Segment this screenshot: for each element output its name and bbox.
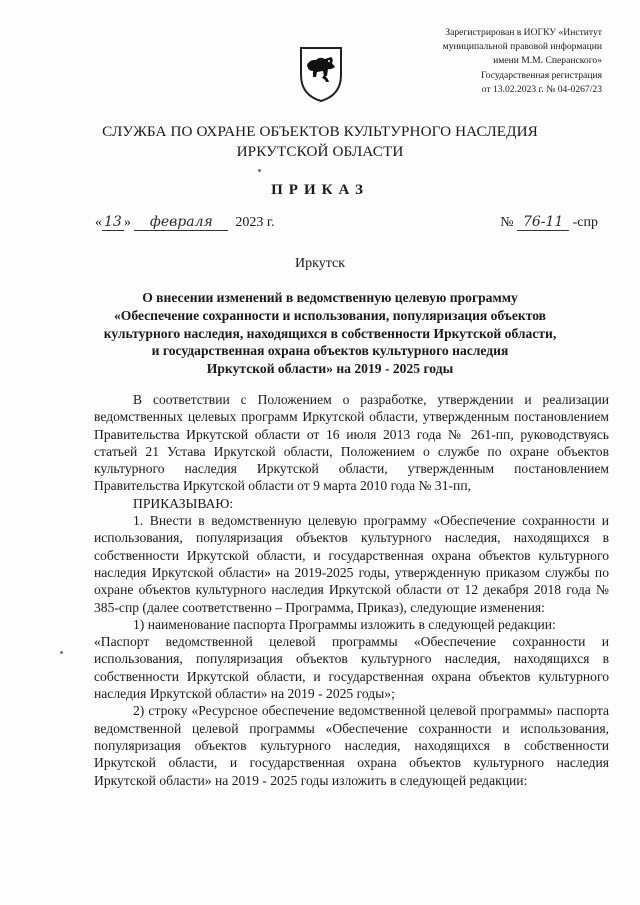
paragraph-order-word: ПРИКАЗЫВАЮ:	[133, 495, 234, 511]
agency-name-line: СЛУЖБА ПО ОХРАНЕ ОБЪЕКТОВ КУЛЬТУРНОГО НАСЛЕДИЯ	[102, 123, 538, 140]
registration-line: от 13.02.2023 г. № 04-0267/23	[481, 83, 602, 95]
agency-name-line: ИРКУТСКОЙ ОБЛАСТИ	[236, 143, 404, 160]
title-line: культурного наследия, находящихся в собственности Иркутской области,	[103, 325, 557, 341]
date-year: 2023 г.	[235, 215, 275, 230]
paragraph-subitem-2: 2) строку «Ресурсное обеспечение ведомственной целевой программы» паспорта ведомственной целевой программы «Обеспечение сохранности и использования, популяризация объектов культурного наследия, находящихся в собственности Иркутской области, и государственная охрана объектов культурного наследия Иркутской области» на 2019 - 2025 годы изложить в следующей редакции:	[94, 703, 609, 788]
registration-line: Государственная регистрация	[481, 69, 602, 81]
city: Иркутск	[294, 256, 346, 271]
number-prefix: №	[500, 215, 514, 230]
document-title	[80, 289, 580, 378]
document-number	[500, 214, 598, 231]
document-date	[95, 214, 275, 231]
document-body	[94, 391, 609, 789]
date-quote-open: «	[95, 215, 102, 230]
document-type: ПРИКАЗ	[271, 182, 369, 198]
coat-of-arms-icon	[298, 45, 344, 103]
paragraph-preamble: В соответствии с Положением о разработке, утверждении и реализации ведомственных целевых программ Иркутской области, утвержденным постановлением Правительства Иркутской области от 16 июля 2013 года № 261-пп, руководствуясь статьей 21 Устава Иркутской области, Положением о службе по охране объектов культурного наследия Иркутской области, утвержденным постановлением Правительства Иркутской области от 9 марта 2010 года № 31-пп,	[94, 392, 609, 494]
scan-artifact	[258, 169, 261, 172]
date-day: 13	[104, 214, 122, 230]
registration-line: Зарегистрирован в ИОГКУ «Институт	[445, 27, 602, 38]
title-line: Иркутской области» на 2019 - 2025 годы	[206, 361, 454, 377]
registration-line: муниципальной правовой информации	[442, 41, 602, 53]
date-month: февраля	[134, 214, 228, 231]
registration-stamp	[387, 26, 602, 97]
paragraph-item-1: 1. Внести в ведомственную целевую программу «Обеспечение сохранности и использования, популяризация объектов культурного наследия, находящихся в собственности Иркутской области, и государственная охрана объектов культурного наследия Иркутской области» на 2019-2025 годы, утвержденную приказом службы по охране объектов культурного наследия Иркутской области от 12 декабря 2018 года № 385-спр (далее соответственно – Программа, Приказ), следующие изменения:	[94, 513, 609, 615]
date-quote-close: »	[123, 215, 131, 230]
paragraph-passport-title: «Паспорт ведомственной целевой программы «Обеспечение сохранности и использования, популяризация объектов культурного наследия, находящихся в собственности Иркутской области, и государственная охрана объектов культурного наследия Иркутской области» на 2019 - 2025 годы»;	[94, 634, 609, 702]
paragraph-subitem-1: 1) наименование паспорта Программы изложить в следующей редакции:	[133, 616, 556, 632]
title-line: «Обеспечение сохранности и использования, популяризация объектов	[113, 307, 547, 323]
registration-line: имени М.М. Сперанского»	[493, 55, 602, 67]
agency-name	[0, 122, 640, 162]
number-suffix: -спр	[572, 215, 598, 230]
scan-artifact	[60, 651, 63, 654]
title-line: и государственная охрана объектов культурного наследия	[151, 343, 509, 359]
number-value: 76-11	[517, 214, 569, 231]
title-line: О внесении изменений в ведомственную целевую программу	[142, 290, 518, 305]
